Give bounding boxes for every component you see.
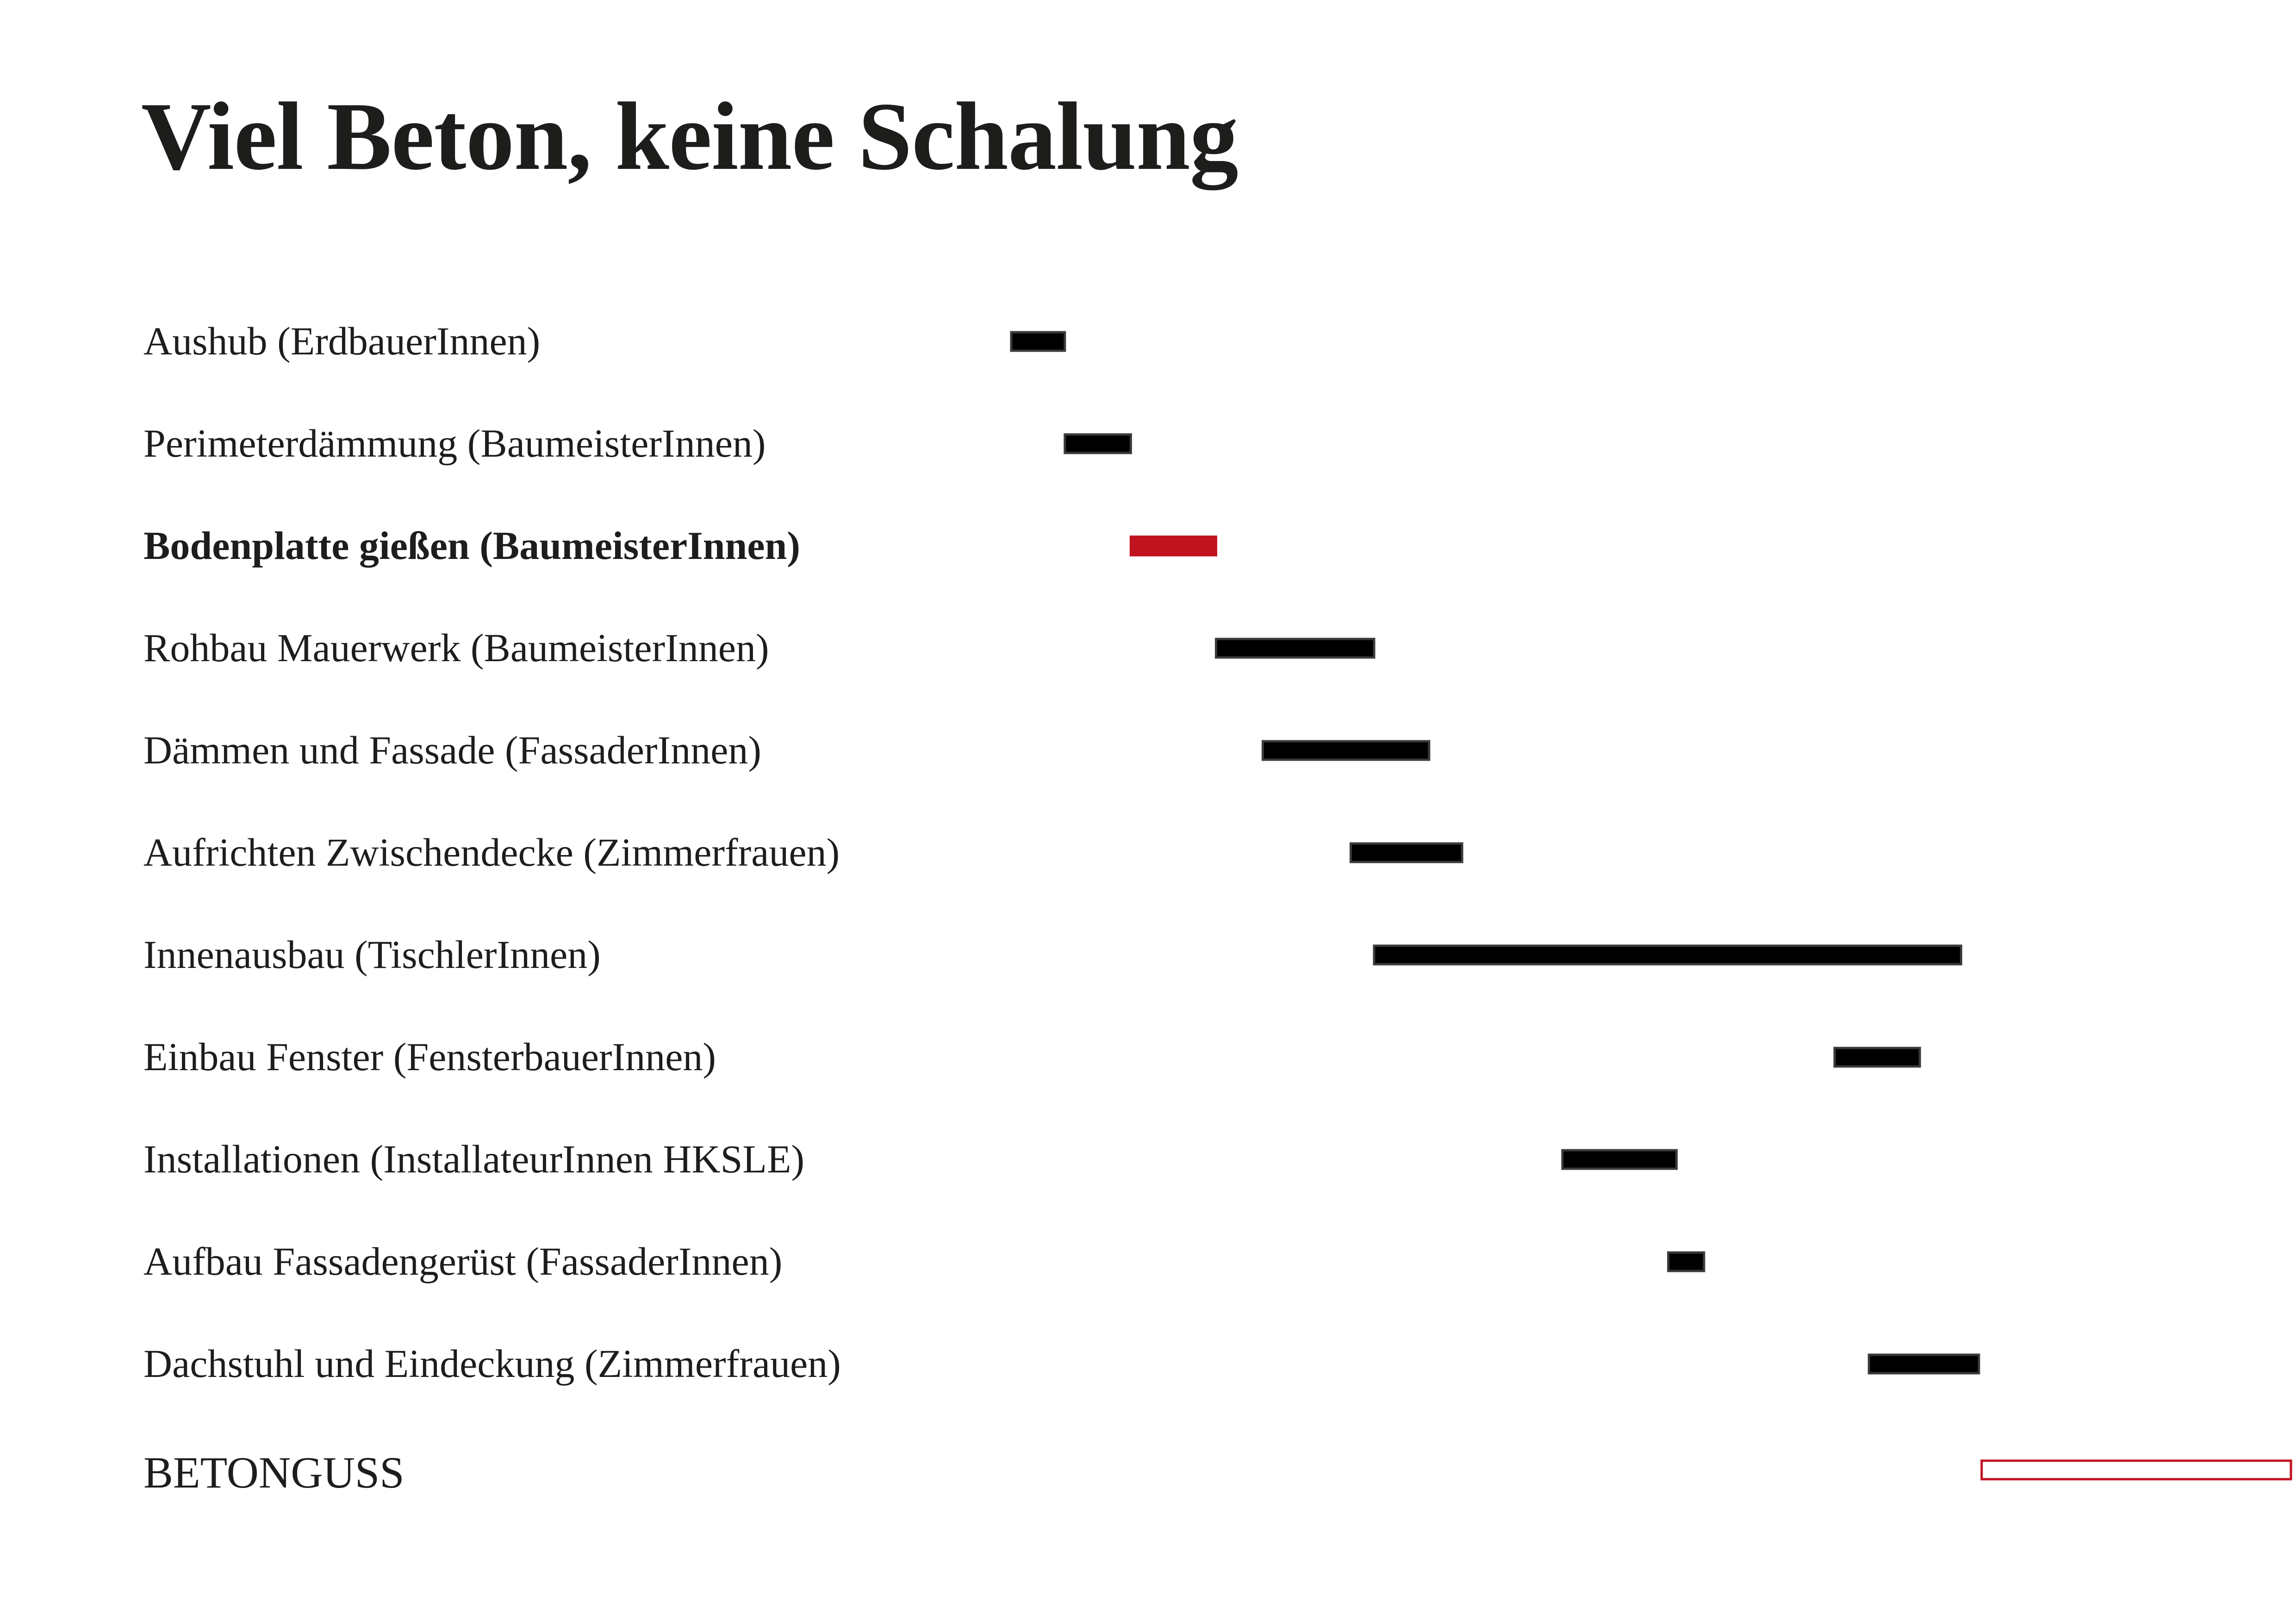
task-bar bbox=[1562, 1150, 1677, 1169]
task-label: Einbau Fenster (FensterbauerInnen) bbox=[143, 1035, 716, 1079]
task-label: Dämmen und Fassade (FassaderInnen) bbox=[143, 728, 762, 772]
task-bar bbox=[1835, 1048, 1920, 1066]
task-bar bbox=[1011, 332, 1065, 351]
task-label: Bodenplatte gießen (BaumeisterInnen) bbox=[143, 523, 800, 568]
task-bar-highlight bbox=[1131, 537, 1216, 555]
task-bar bbox=[1668, 1252, 1704, 1271]
task-label: BETONGUSS bbox=[143, 1448, 404, 1497]
task-bar bbox=[1869, 1355, 1979, 1373]
task-bar bbox=[1065, 434, 1131, 453]
task-bar bbox=[1263, 741, 1429, 760]
task-labels bbox=[143, 319, 841, 1497]
task-label: Rohbau Mauerwerk (BaumeisterInnen) bbox=[143, 626, 769, 670]
task-bar bbox=[1351, 843, 1462, 862]
task-bar bbox=[1216, 639, 1375, 657]
task-bar bbox=[1374, 946, 1961, 964]
task-label: Dachstuhl und Eindeckung (Zimmerfrauen) bbox=[143, 1341, 841, 1386]
task-bar-outline bbox=[1982, 1461, 2291, 1479]
task-label: Aufrichten Zwischendecke (Zimmerfrauen) bbox=[143, 830, 840, 874]
task-label: Aufbau Fassadengerüst (FassaderInnen) bbox=[143, 1239, 783, 1283]
task-bars bbox=[1011, 332, 2291, 1479]
task-label: Aushub (ErdbauerInnen) bbox=[143, 319, 541, 363]
task-label: Innenausbau (TischlerInnen) bbox=[143, 932, 601, 977]
task-label: Perimeterdämmung (BaumeisterInnen) bbox=[143, 421, 766, 465]
task-label: Installationen (InstallateurInnen HKSLE) bbox=[143, 1137, 805, 1181]
chart-title: Viel Beton, keine Schalung bbox=[141, 83, 1238, 190]
